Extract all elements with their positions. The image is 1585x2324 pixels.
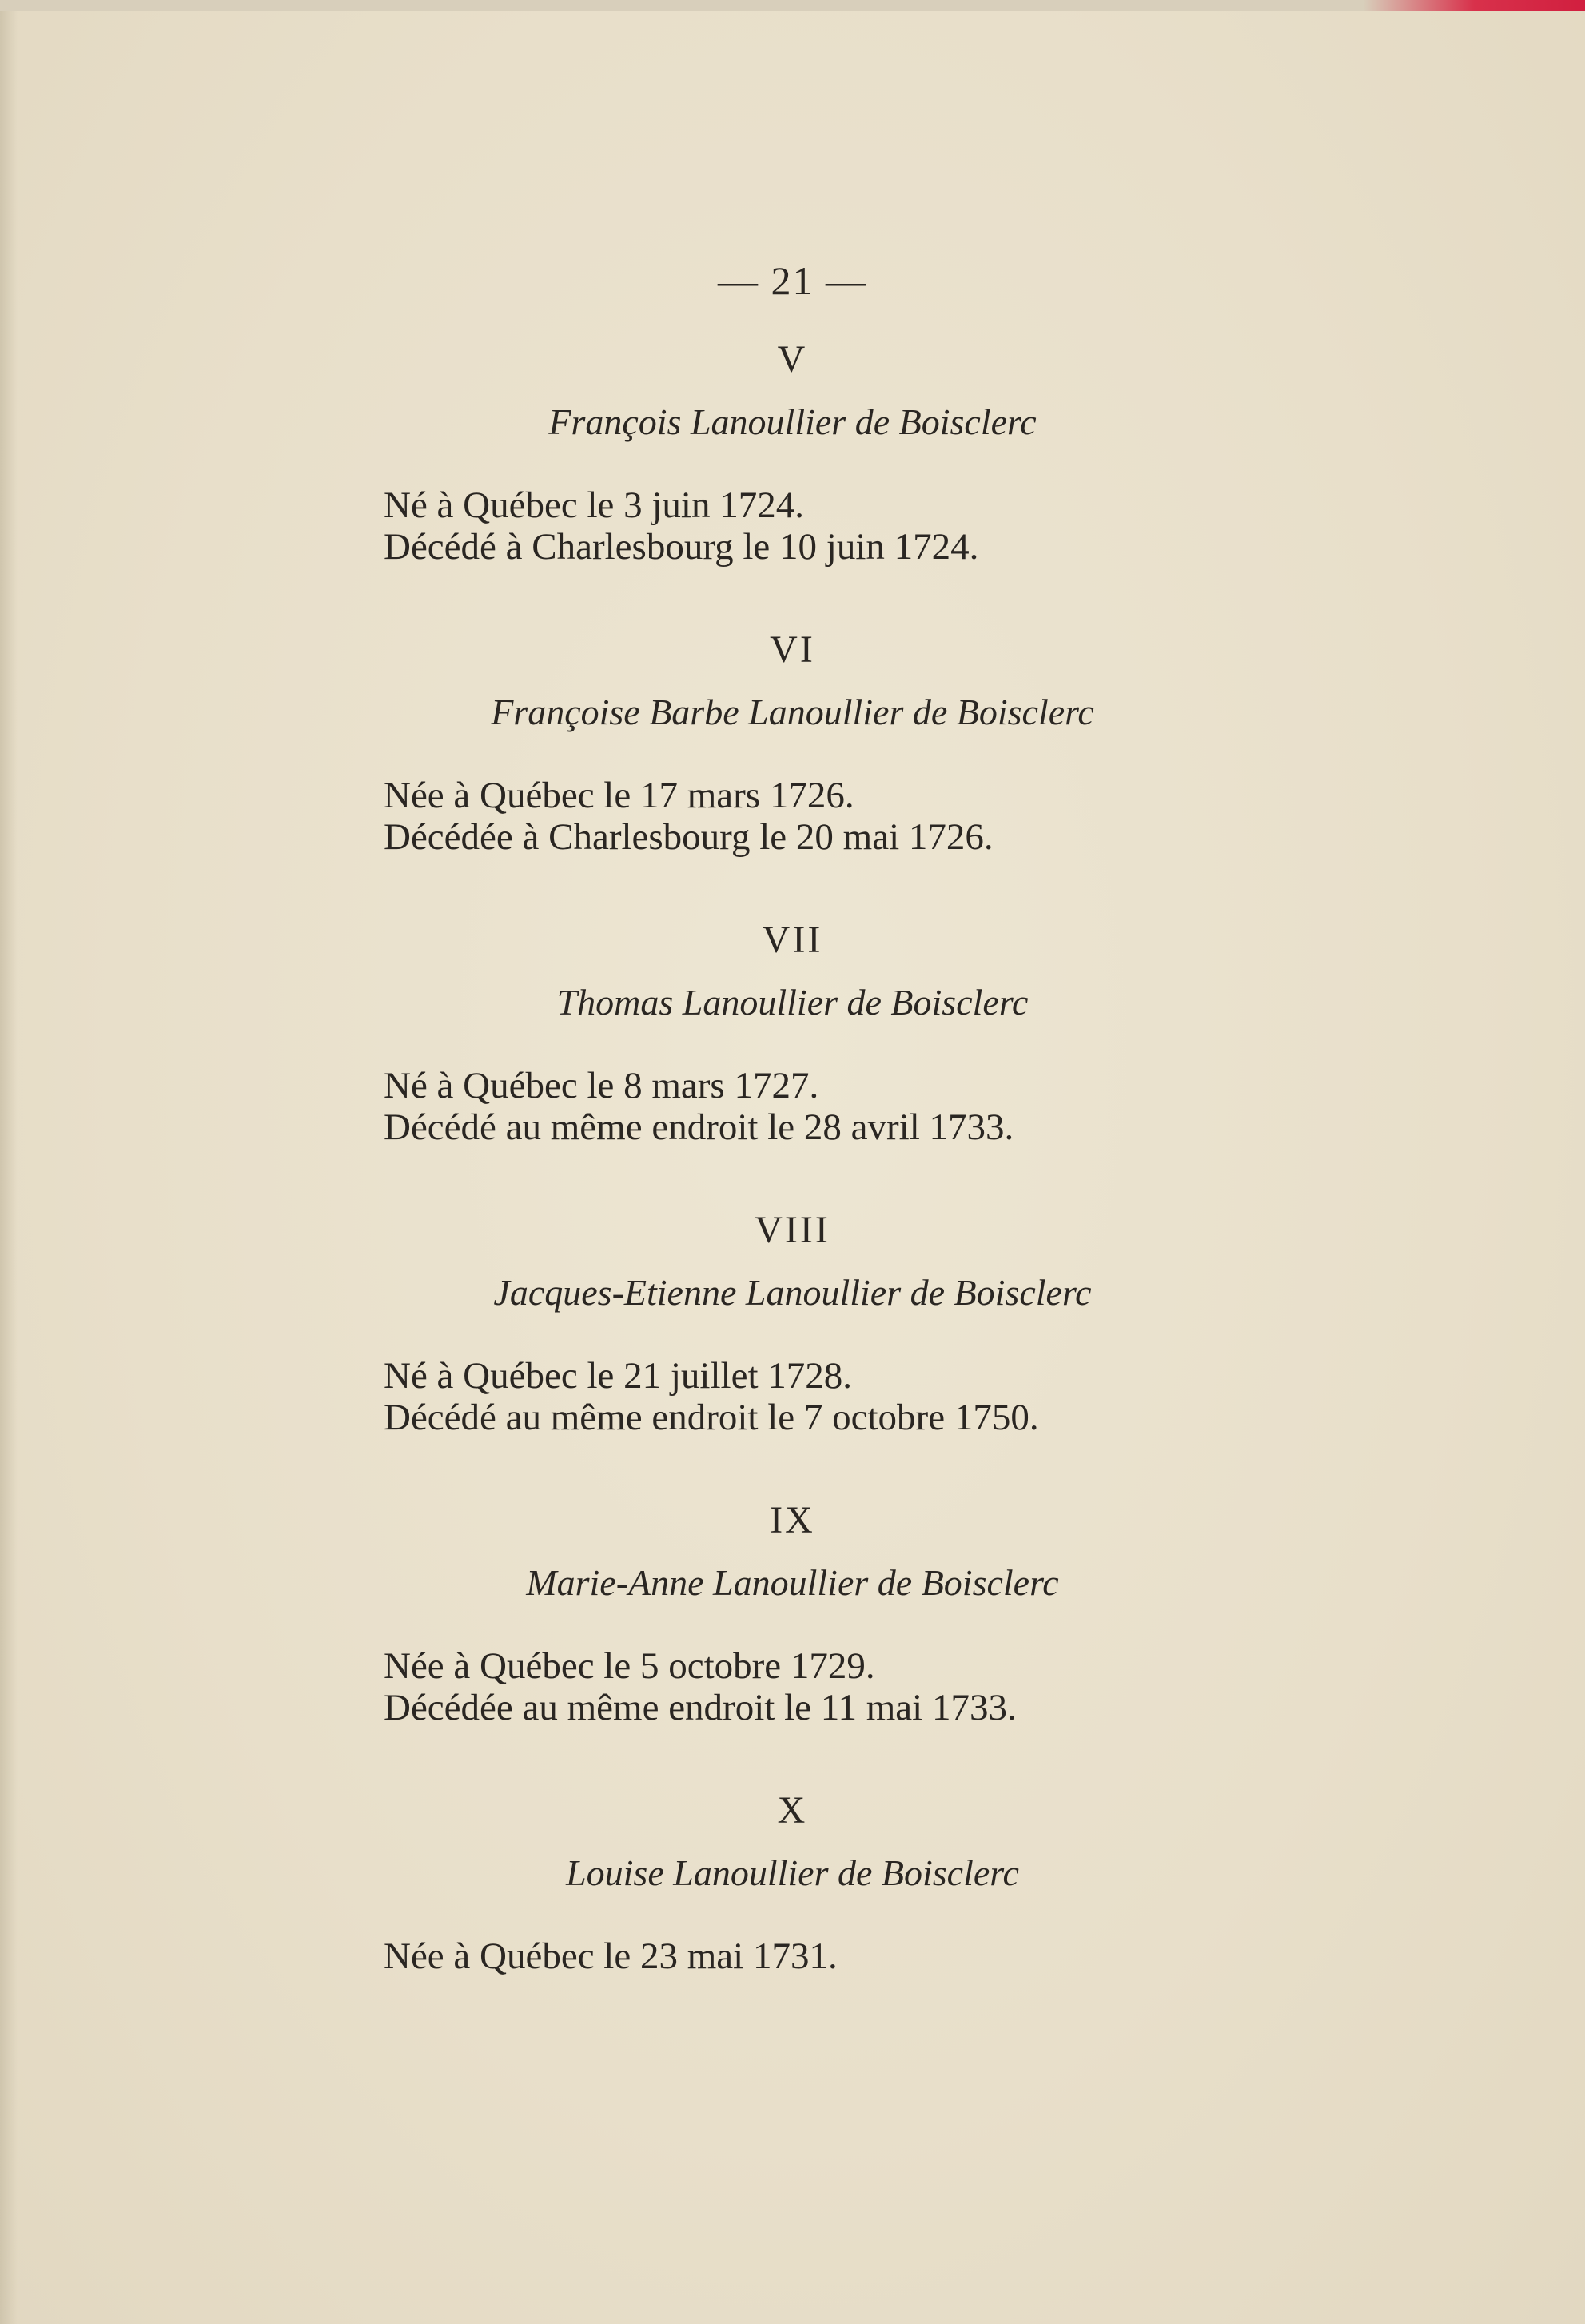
death-line: Décédée à Charlesbourg le 20 mai 1726. — [384, 816, 994, 858]
death-line: Décédé au même endroit le 28 avril 1733. — [384, 1106, 1014, 1148]
entry-lines — [384, 775, 1585, 858]
entry-x — [0, 1787, 1585, 1977]
entry-numeral: VI — [770, 628, 815, 671]
birth-line: Née à Québec le 5 octobre 1729. — [384, 1645, 875, 1687]
entry-lines — [384, 1065, 1585, 1148]
birth-line: Né à Québec le 8 mars 1727. — [384, 1065, 819, 1106]
entry-lines — [384, 1935, 1585, 1977]
entry-lines — [384, 1645, 1585, 1728]
death-line: Décédé au même endroit le 7 octobre 1750. — [384, 1397, 1039, 1438]
entry-name: Françoise Barbe Lanoullier de Boisclerc — [491, 692, 1094, 732]
entry-viii — [0, 1206, 1585, 1438]
birth-line: Né à Québec le 21 juillet 1728. — [384, 1355, 853, 1397]
birth-line: Née à Québec le 23 mai 1731. — [384, 1935, 838, 1977]
entry-numeral: VIII — [755, 1209, 830, 1251]
entry-numeral: VII — [762, 919, 823, 961]
entry-name: Jacques-Etienne Lanoullier de Boisclerc — [493, 1272, 1092, 1313]
birth-line: Née à Québec le 17 mars 1726. — [384, 775, 854, 816]
entry-name: Thomas Lanoullier de Boisclerc — [556, 982, 1029, 1022]
entry-vii — [0, 916, 1585, 1148]
death-line: Décédé à Charlesbourg le 10 juin 1724. — [384, 526, 979, 568]
entry-name: Louise Lanoullier de Boisclerc — [566, 1852, 1019, 1893]
entry-name: François Lanoullier de Boisclerc — [548, 401, 1037, 442]
entry-v — [0, 336, 1585, 568]
entry-name: Marie-Anne Lanoullier de Boisclerc — [526, 1562, 1059, 1603]
entry-vi — [0, 626, 1585, 858]
birth-line: Né à Québec le 3 juin 1724. — [384, 484, 804, 526]
entry-numeral: X — [777, 1789, 808, 1832]
page-number: — 21 — — [718, 258, 867, 303]
entry-lines — [384, 1355, 1585, 1438]
entry-numeral: V — [777, 338, 808, 381]
entry-numeral: IX — [770, 1499, 815, 1541]
entry-ix — [0, 1497, 1585, 1728]
entry-lines — [384, 484, 1585, 568]
death-line: Décédée au même endroit le 11 mai 1733. — [384, 1687, 1017, 1728]
page-top-edge — [0, 0, 1585, 11]
